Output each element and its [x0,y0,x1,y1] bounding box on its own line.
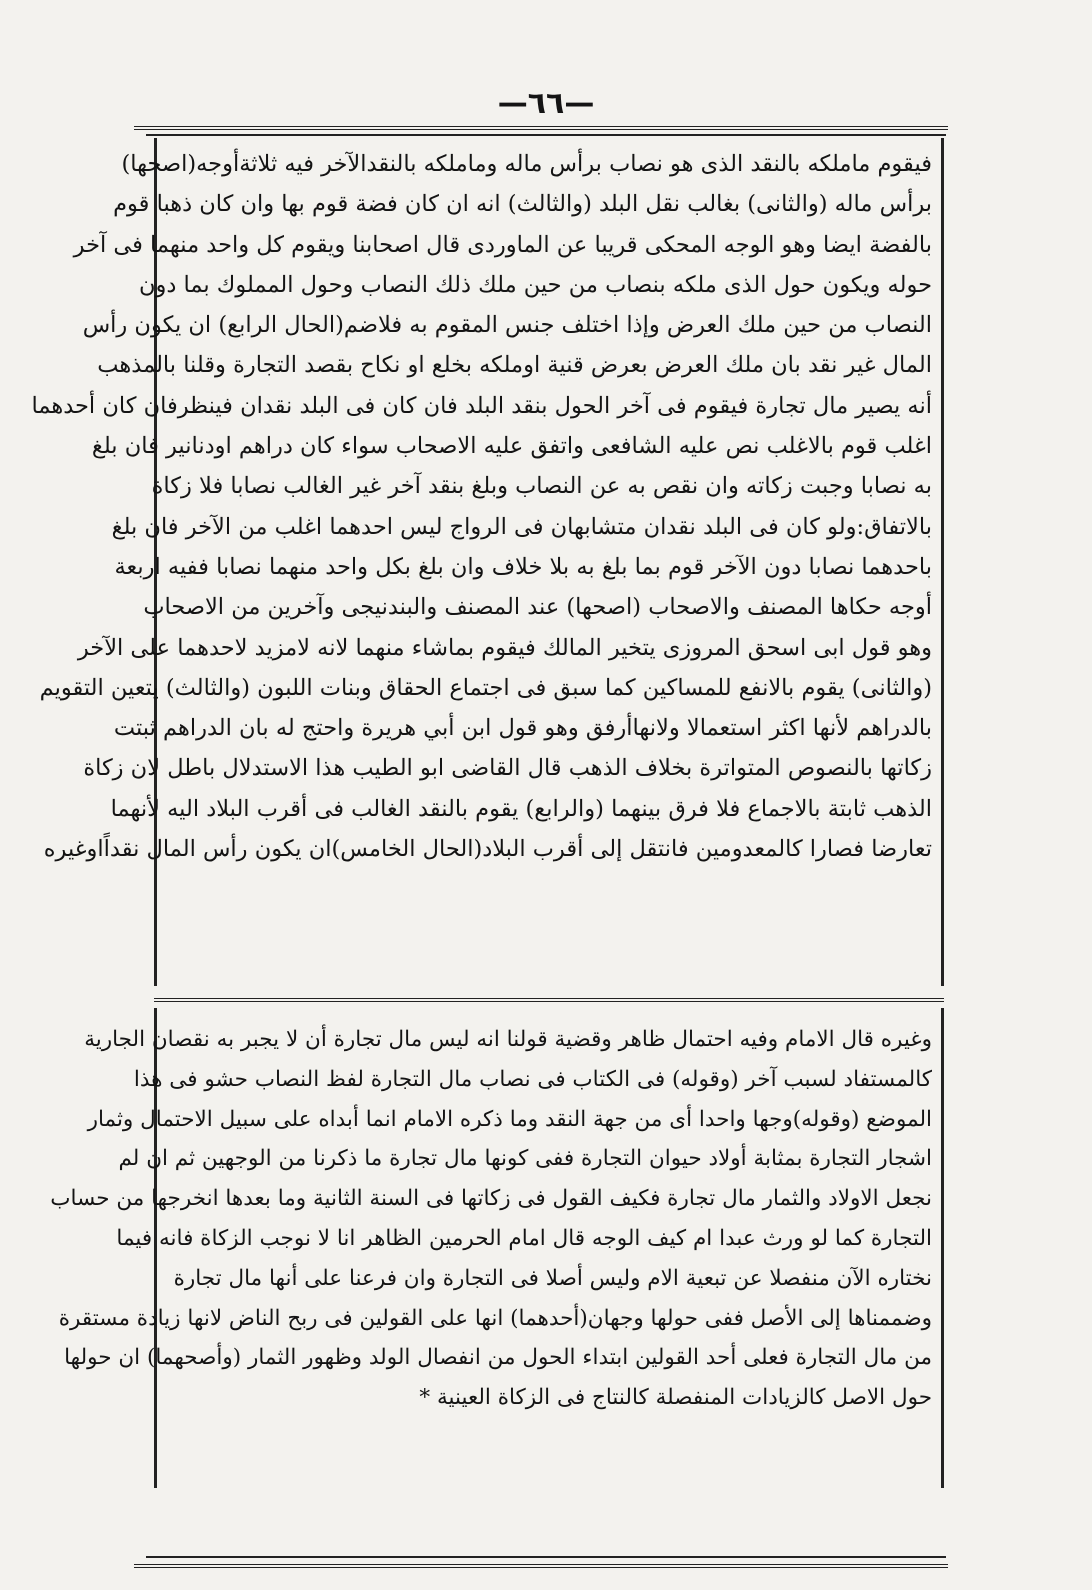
frame-bottom-rule [146,1556,946,1558]
main-text-line: به نصابا وجبت زكاته وان نقص به عن النصاب وبلغ بنقد آخر غير الغالب نصابا فلا زكاة [151,473,932,500]
footnote-text [50,1020,932,1418]
main-text-line: زكاتها بالنصوص المتواترة بخلاف الذهب قال القاضى ابو الطيب هذا الاستدلال باطل لان زكاة [83,755,932,782]
footnote-line: نجعل الاولاد والثمار مال تجارة فكيف القول فى زكاتها فى السنة الثانية وما بعدها انخرجها من حساب [50,1186,932,1212]
main-text-line: وهو قول ابى اسحق المروزى يتخير المالك فيقوم بماشاء منهما لانه لامزيد لاحدهما على الآخر [77,634,932,661]
main-text-line: أوجه حكاها المصنف والاصحاب (اصحها) عند المصنف والبندنيجى وآخرين من الاصحاب [143,594,932,621]
footnote-line: وضممناها إلى الأصل ففى حولها وجهان(أحدهما) انها على القولين فى ربح الناض لانها زيادة مستقرة [58,1305,932,1331]
main-text-line: فيقوم ماملكه بالنقد الذى هو نصاب برأس ماله وماملكه بالنقدالآخر فيه ثلاثةأوجه(اصحها) [121,151,932,177]
main-text-line: المال غير نقد بان ملك العرض بعرض قنية اوملكه بخلع او نكاح بقصد التجارة وقلنا بالمذهب [97,352,932,379]
page-number: —٦٦— [497,86,595,121]
footnote-line: الموضع (وقوله)وجها واحدا أى من جهة النقد وما ذكره الامام انما أبداه على سبيل الاحتمال وثمار [87,1106,932,1132]
footnote-line: من مال التجارة فعلى أحد القولين ابتداء الحول من انفصال الولد وظهور الثمار (وأصحهما) ان حولها [64,1345,932,1371]
main-text-line: أنه يصير مال تجارة فيقوم فى آخر الحول بنقد البلد فان كان فى البلد نقدان فينظرفان كان أحدهما [31,392,932,419]
main-text-line: النصاب من حين ملك العرض وإذا اختلف جنس المقوم به فلاضم(الحال الرابع) ان يكون رأس [82,312,932,339]
frame-top-rule [146,134,946,136]
main-text-line: برأس ماله (والثانى) بغالب نقل البلد (والثالث) انه ان كان فضة قوم بها وان كان ذهبا قوم [113,191,932,218]
main-text [31,144,932,869]
main-text-line: بالدراهم لأنها اكثر استعمالا ولانهاأرفق وهو قول ابن أبي هريرة واحتج له بان الدراهم ثبتت [113,715,932,742]
main-text-line: (والثانى) يقوم بالانفع للمساكين كما سبق فى اجتماع الحقاق وبنات اللبون (والثالث) يتعين التقويم [39,674,932,701]
main-text-line: بالاتفاق:ولو كان فى البلد نقدان متشابهان فى الرواج ليس احدهما اغلب من الآخر فان بلغ [111,513,932,540]
footnote-separator [154,998,944,1002]
main-text-line: الذهب ثابتة بالاجماع فلا فرق بينهما (والرابع) يقوم بالنقد الغالب فى أقرب البلاد اليه لأنهما [110,795,932,822]
main-text-line: باحدهما نصابا دون الآخر قوم بما بلغ به بلا خلاف وان بلغ بكل واحد منهما نصابا ففيه اربعة [114,553,932,580]
footnote-line: نختاره الآن منفصلا عن تبعية الام وليس أصلا فى التجارة وان فرعنا على أنها مال تجارة [173,1265,932,1291]
footnote-line: وغيره قال الامام وفيه احتمال ظاهر وقضية قولنا انه ليس مال تجارة أن لا يجبر به نقصان الجارية [84,1027,932,1052]
main-text-line: تعارضا فصارا كالمعدومين فانتقل إلى أقرب البلاد(الحال الخامس)ان يكون رأس المال نقداًاوغيره [43,836,932,863]
footnote-line: حول الاصل كالزيادات المنفصلة كالنتاج فى الزكاة العينية * [419,1385,932,1411]
footnote-line: كالمستفاد لسبب آخر (وقوله) فى الكتاب فى نصاب مال التجارة لفظ النصاب حشو فى هذا [133,1066,932,1092]
main-text-line: اغلب قوم بالاغلب نص عليه الشافعى واتفق عليه الاصحاب سواء كان دراهم اودنانير فان بلغ [91,433,932,460]
main-text-line: بالفضة ايضا وهو الوجه المحكى قريبا عن الماوردى قال اصحابنا ويقوم كل واحد منهما فى آخر [73,231,932,258]
footnote-line: اشجار التجارة بمثابة أولاد حيوان التجارة ففى كونها مال تجارة ما ذكرنا من الوجهين ثم ان لم [118,1146,932,1172]
main-text-line: حوله ويكون حول الذى ملكه بنصاب من حين ملك ذلك النصاب وحول المملوك بما دون [138,271,932,298]
footnote-line: التجارة كما لو ورث عبدا ام كيف الوجه قال امام الحرمين الظاهر انا لا نوجب الزكاة فانه فيما [116,1225,932,1251]
